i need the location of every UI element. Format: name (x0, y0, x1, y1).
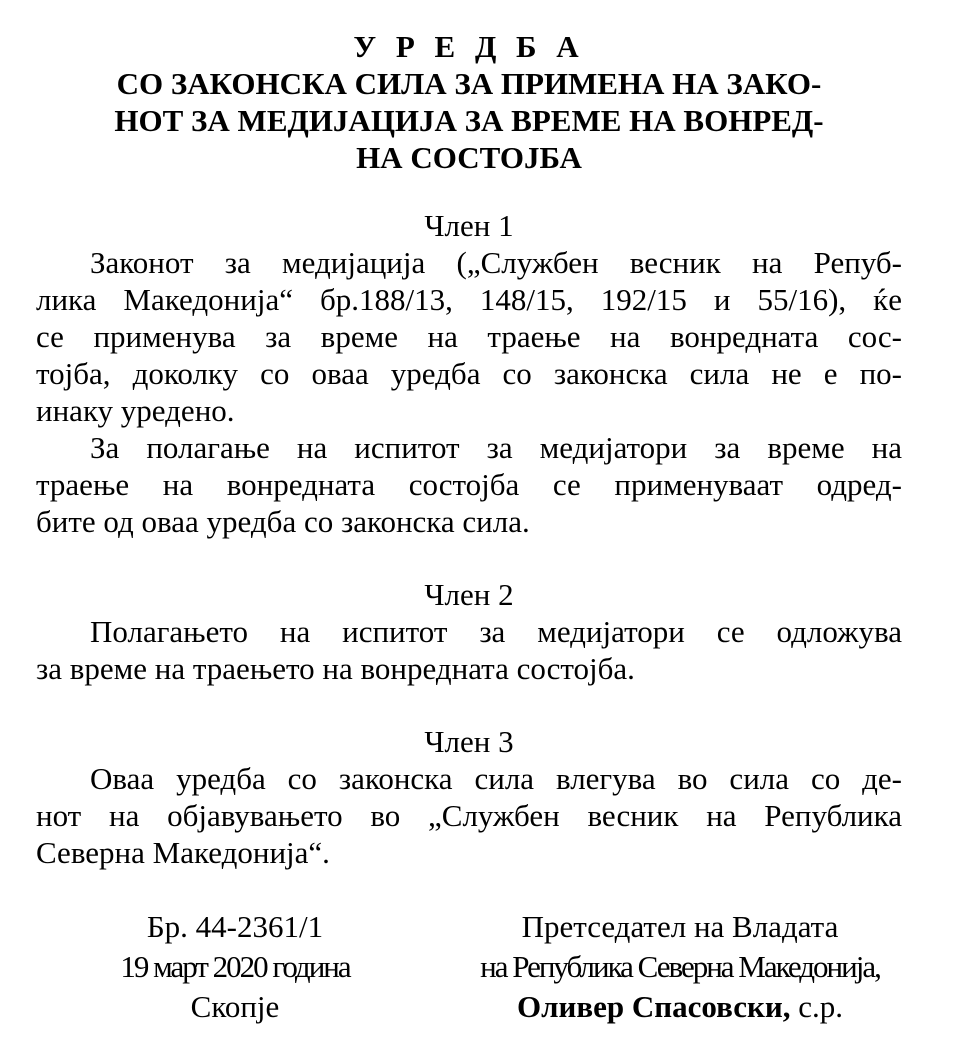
paragraph-line: Северна Македонија“. (36, 835, 330, 870)
paragraph-line: за време на траењето на вонредната состојба. (36, 651, 635, 686)
paragraph-line: тојба, доколку со оваа уредба со законска сила не е по- (36, 356, 902, 391)
article-2 (36, 576, 902, 687)
document-date: 19 март 2020 година (120, 949, 350, 984)
document-reference (90, 907, 380, 1027)
document-title (36, 28, 902, 176)
signatory-line (420, 987, 940, 1027)
paragraph-line: бите од оваа уредба со законска сила. (36, 504, 530, 539)
signatory-name: Оливер Спасовски, (517, 989, 791, 1024)
paragraph-line: инаку уредено. (36, 393, 235, 428)
paragraph-line: траење на вонредната состојба се применуваат одред- (36, 467, 902, 502)
signatory-role-line-2: на Република Северна Македонија, (480, 949, 880, 984)
title-line-2: СО ЗАКОНСКА СИЛА ЗА ПРИМЕНА НА ЗАКО- (116, 66, 822, 101)
title-line-1: У Р Е Д Б А (353, 29, 585, 64)
document-number: Бр. 44-2361/1 (146, 909, 324, 944)
title-line-3: НОТ ЗА МЕДИЈАЦИЈА ЗА ВРЕМЕ НА ВОНРЕД- (114, 103, 824, 138)
article-1 (36, 207, 902, 540)
paragraph-line: лика Македонија“ бр.188/13, 148/15, 192/15 и 55/16), ќе (36, 282, 902, 317)
paragraph-line: Законот за медијација („Службен весник на Репуб- (90, 245, 902, 280)
article-heading: Член 2 (424, 577, 514, 612)
title-line-4: НА СОСТОЈБА (356, 140, 582, 175)
signatory (420, 907, 940, 1027)
document-place: Скопје (190, 989, 280, 1024)
paragraph-line: се применува за време на траење на вонредната сос- (36, 319, 902, 354)
article-paragraph (36, 613, 902, 687)
document-page (36, 28, 902, 871)
paragraph-line: нот на објавувањето во „Службен весник на Република (36, 798, 902, 833)
article-paragraph (36, 429, 902, 540)
article-heading: Член 1 (424, 208, 514, 243)
paragraph-line: Оваа уредба со законска сила влегува во сила со де- (90, 761, 902, 796)
signatory-role-line-1: Претседател на Владата (521, 909, 839, 944)
article-paragraph (36, 244, 902, 429)
signatory-suffix: с.р. (790, 989, 843, 1024)
paragraph-line: Полагањето на испитот за медијатори се одложува (90, 614, 902, 649)
paragraph-line: За полагање на испитот за медијатори за време на (90, 430, 902, 465)
article-paragraph (36, 760, 902, 871)
article-3 (36, 723, 902, 871)
article-heading: Член 3 (424, 724, 514, 759)
